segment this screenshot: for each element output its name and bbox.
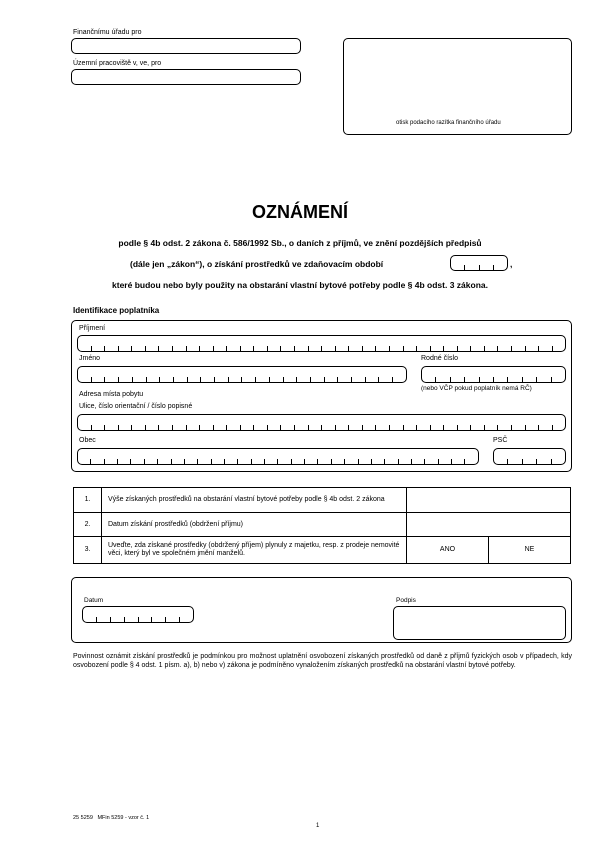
ano-option[interactable]: ANO xyxy=(407,537,489,564)
datum-ziskani-input[interactable] xyxy=(407,513,571,537)
page-title: OZNÁMENÍ xyxy=(252,202,348,222)
question-text: Datum získání prostředků (obdržení příjmu) xyxy=(102,513,407,537)
adresa-label: Adresa místa pobytu xyxy=(79,391,144,398)
legal-note: Povinnost oznámit získání prostředků je podmínkou pro možnost uplatnění osvobození získaných prostředků od daně z příjmů fyzických osob v případech, kdy osvobození podle § 4 odst. 1 písm. a), b) nebo v) zákona je podmíněno vynaložením získaných prostředků na obstarání vlastní bytové potřeby. xyxy=(73,653,572,669)
prijmeni-label: Příjmení xyxy=(79,325,106,332)
podpis-label: Podpis xyxy=(396,597,416,604)
jmeno-input[interactable] xyxy=(77,366,407,383)
zdanovaci-obdobi-input[interactable] xyxy=(450,255,508,271)
ulice-label: Ulice, číslo orientační / číslo popisné xyxy=(79,403,193,410)
obec-input[interactable] xyxy=(77,448,479,465)
rodne-cislo-input[interactable] xyxy=(421,366,566,383)
financni-urad-label: Finančnímu úřadu pro xyxy=(73,29,142,36)
question-number: 2. xyxy=(74,513,102,537)
signature-section xyxy=(71,577,572,643)
jmeno-label: Jméno xyxy=(79,355,101,362)
ulice-input[interactable] xyxy=(77,414,566,431)
vyse-prostredku-input[interactable] xyxy=(407,488,571,513)
rodne-cislo-note: (nebo VČP pokud poplatník nemá RČ) xyxy=(421,385,532,392)
question-number: 1. xyxy=(74,488,102,513)
title-line-2-comma: , xyxy=(510,259,513,269)
title-line-3: které budou nebo byly použity na obstarání vlastní bytové potřeby podle § 4b odst. 3 zákona. xyxy=(112,280,488,290)
stamp-box xyxy=(343,38,572,135)
financni-urad-input[interactable] xyxy=(71,38,301,54)
obec-label: Obec xyxy=(79,437,96,444)
psc-label: PSČ xyxy=(493,437,508,444)
question-number: 3. xyxy=(74,537,102,564)
question-row-3 xyxy=(74,537,571,564)
question-text: Výše získaných prostředků na obstarání vlastní bytové potřeby podle § 4b odst. 2 zákona xyxy=(102,488,407,513)
psc-input[interactable] xyxy=(493,448,566,465)
stamp-caption: otisk podacího razítka finančního úřadu xyxy=(396,120,501,126)
uzemni-pracoviste-input[interactable] xyxy=(71,69,301,85)
ne-option[interactable]: NE xyxy=(489,537,571,564)
title-line-2: (dále jen „zákon“), o získání prostředků ve zdaňovacím období xyxy=(130,259,384,269)
datum-input[interactable] xyxy=(82,606,194,623)
uzemni-pracoviste-label: Územní pracoviště v, ve, pro xyxy=(73,60,162,67)
question-text: Uveďte, zda získané prostředky (obdržený příjem) plynuly z majetku, resp. z prodeje nemovité věci, který byl ve společném jmění manželů. xyxy=(102,537,407,564)
podpis-input[interactable] xyxy=(393,606,566,640)
rodne-cislo-label: Rodné číslo xyxy=(421,355,458,362)
identifikace-section xyxy=(71,320,572,472)
form-code: 25 5259 MFin 5259 - vzor č. 1 xyxy=(73,815,150,821)
prijmeni-input[interactable] xyxy=(77,335,566,352)
question-row-2 xyxy=(74,513,571,537)
identifikace-heading: Identifikace poplatníka xyxy=(73,306,160,315)
questions-table xyxy=(73,487,571,564)
page-number: 1 xyxy=(316,823,320,829)
datum-label: Datum xyxy=(84,597,104,604)
title-line-1: podle § 4b odst. 2 zákona č. 586/1992 Sb., o daních z příjmů, ve znění pozdějších předpisů xyxy=(118,238,482,248)
question-row-1 xyxy=(74,488,571,513)
